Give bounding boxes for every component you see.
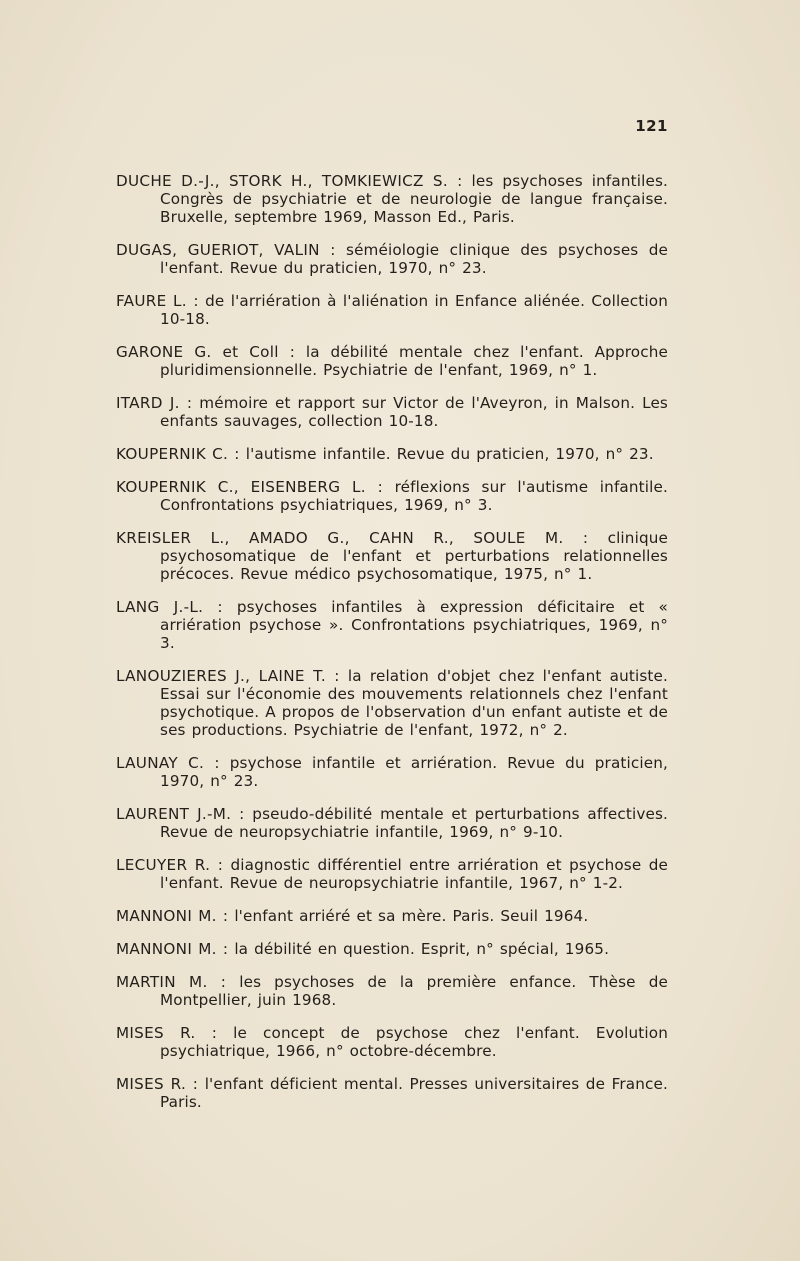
bibliography-entry — [116, 754, 668, 790]
entry-reference: l'enfant déficient mental. Presses universitaires de France. Paris. — [160, 1075, 668, 1111]
entry-reference: mémoire et rapport sur Victor de l'Aveyron, in Malson. Les enfants sauvages, collection 10-18. — [160, 394, 668, 430]
bibliography-entry — [116, 907, 668, 925]
entry-reference: la débilité en question. Esprit, n° spécial, 1965. — [234, 940, 610, 958]
entry-reference: la relation d'objet chez l'enfant autiste. Essai sur l'économie des mouvements relationnels chez l'enfant psychotique. A propos de l'observation d'un enfant autiste et de ses productions. Psychiatrie de l'enfant, 1972, n° 2. — [160, 667, 668, 739]
entry-author: KOUPERNIK C., EISENBERG L. : — [116, 478, 383, 496]
bibliography-entry — [116, 1075, 668, 1111]
entry-author: LANG J.-L. : — [116, 598, 223, 616]
entry-author: MANNONI M. : — [116, 940, 229, 958]
entry-author: MISES R. : — [116, 1024, 218, 1042]
bibliography-entry — [116, 343, 668, 379]
entry-reference: la débilité mentale chez l'enfant. Approche pluridimensionnelle. Psychiatrie de l'enfant, 1969, n° 1. — [160, 343, 669, 379]
bibliography-entry — [116, 973, 668, 1009]
bibliography-list — [116, 172, 668, 1126]
entry-reference: l'autisme infantile. Revue du praticien, 1970, n° 23. — [245, 445, 654, 463]
entry-reference: de l'arriération à l'aliénation in Enfance aliénée. Collection 10-18. — [160, 292, 668, 328]
entry-author: KREISLER L., AMADO G., CAHN R., SOULE M. : — [116, 529, 589, 547]
entry-author: KOUPERNIK C. : — [116, 445, 240, 463]
bibliography-entry — [116, 478, 668, 514]
bibliography-entry — [116, 394, 668, 430]
entry-reference: l'enfant arriéré et sa mère. Paris. Seuil 1964. — [234, 907, 589, 925]
entry-author: GARONE G. et Coll : — [116, 343, 296, 361]
bibliography-entry — [116, 667, 668, 739]
bibliography-entry — [116, 529, 668, 583]
entry-author: MARTIN M. : — [116, 973, 227, 991]
entry-reference: le concept de psychose chez l'enfant. Evolution psychiatrique, 1966, n° octobre-décembre. — [160, 1024, 669, 1060]
bibliography-entry — [116, 598, 668, 652]
entry-author: ITARD J. : — [116, 394, 193, 412]
page-number: 121 — [635, 117, 668, 135]
entry-reference: pseudo-débilité mentale et perturbations affectives. Revue de neuropsychiatrie infantile, 1969, n° 9-10. — [160, 805, 668, 841]
bibliography-entry — [116, 292, 668, 328]
entry-reference: psychose infantile et arriération. Revue du praticien, 1970, n° 23. — [160, 754, 668, 790]
entry-author: DUCHE D.-J., STORK H., TOMKIEWICZ S. : — [116, 172, 463, 190]
bibliography-entry — [116, 445, 668, 463]
entry-author: MISES R. : — [116, 1075, 199, 1093]
entry-author: DUGAS, GUERIOT, VALIN : — [116, 241, 336, 259]
entry-reference: les psychoses de la première enfance. Thèse de Montpellier, juin 1968. — [160, 973, 668, 1009]
entry-author: FAURE L. : — [116, 292, 199, 310]
bibliography-entry — [116, 856, 668, 892]
entry-author: LANOUZIERES J., LAINE T. : — [116, 667, 340, 685]
bibliography-entry — [116, 805, 668, 841]
entry-author: LAUNAY C. : — [116, 754, 220, 772]
entry-reference: réflexions sur l'autisme infantile. Confrontations psychiatriques, 1969, n° 3. — [160, 478, 668, 514]
entry-reference: clinique psychosomatique de l'enfant et perturbations relationnelles précoces. Revue médico psychosomatique, 1975, n° 1. — [160, 529, 669, 583]
entry-reference: séméiologie clinique des psychoses de l'enfant. Revue du praticien, 1970, n° 23. — [160, 241, 668, 277]
bibliography-entry — [116, 241, 668, 277]
entry-author: LAURENT J.-M. : — [116, 805, 245, 823]
entry-reference: psychoses infantiles à expression déficitaire et « arriération psychose ». Confrontations psychiatriques, 1969, n° 3. — [160, 598, 668, 652]
entry-reference: les psychoses infantiles. Congrès de psychiatrie et de neurologie de langue française. Bruxelle, septembre 1969, Masson Ed., Paris. — [160, 172, 669, 226]
bibliography-entry — [116, 940, 668, 958]
entry-author: MANNONI M. : — [116, 907, 229, 925]
entry-reference: diagnostic différentiel entre arriération et psychose de l'enfant. Revue de neuropsychiatrie infantile, 1967, n° 1-2. — [160, 856, 668, 892]
bibliography-entry — [116, 172, 668, 226]
entry-author: LECUYER R. : — [116, 856, 224, 874]
bibliography-entry — [116, 1024, 668, 1060]
